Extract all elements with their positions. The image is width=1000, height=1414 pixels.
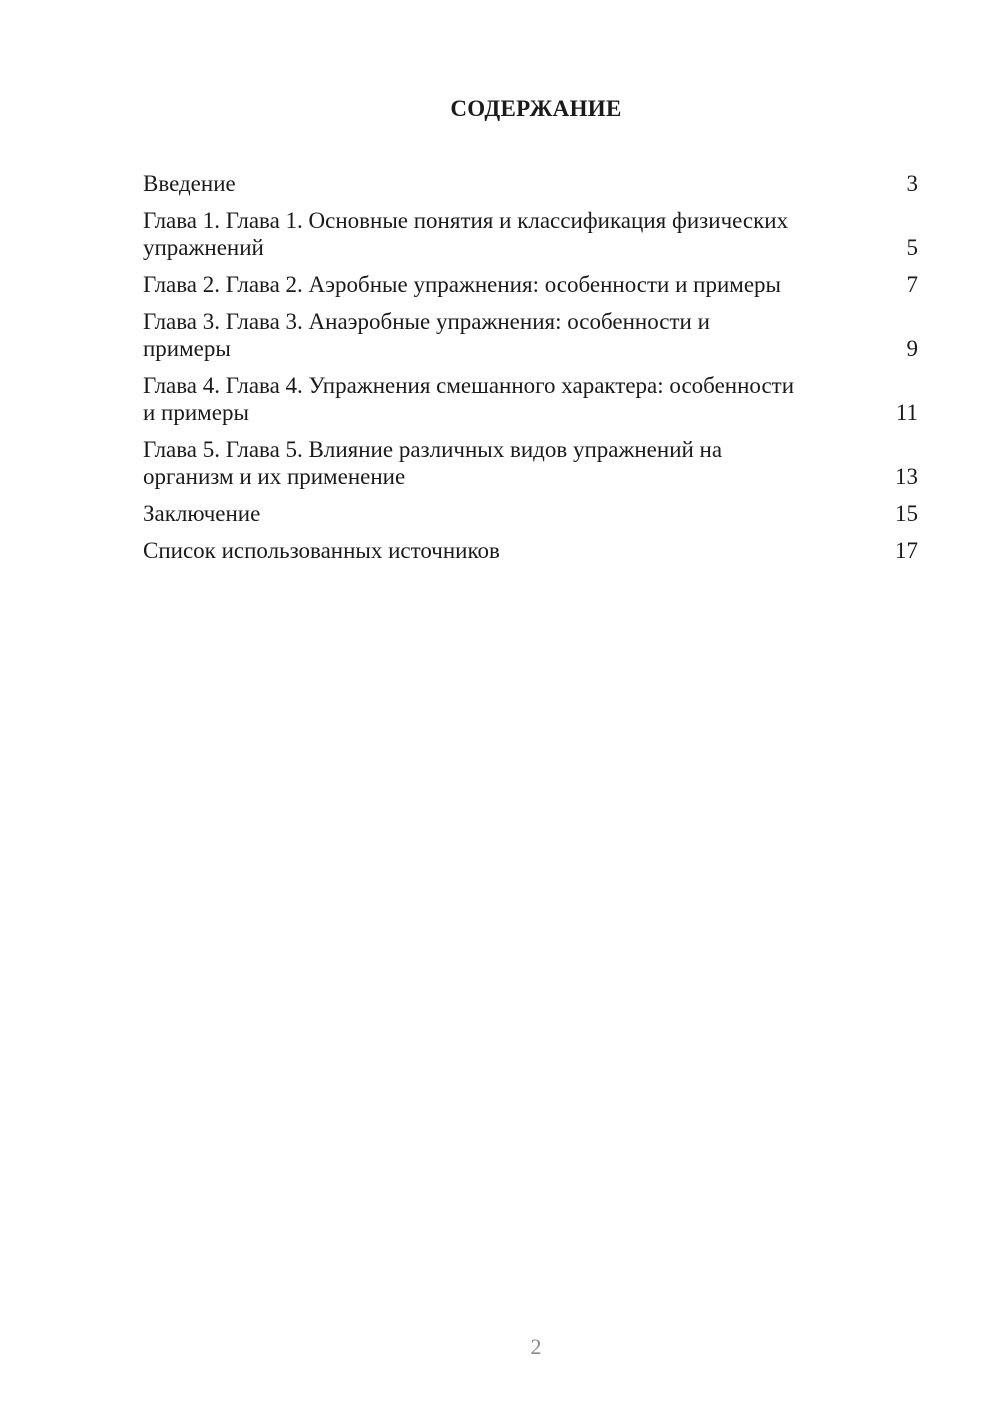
toc-entry-page: 17 xyxy=(895,538,918,563)
toc-entry-page: 9 xyxy=(906,336,918,361)
toc-title: СОДЕРЖАНИЕ xyxy=(450,96,622,121)
toc-entry-page: 3 xyxy=(906,171,918,196)
toc-entry-text: Заключение xyxy=(143,501,261,526)
toc-entry-text: Глава 2. Глава 2. Аэробные упражнения: особенности и примеры xyxy=(143,272,781,297)
toc-entry-page: 15 xyxy=(895,501,918,526)
toc-entry xyxy=(143,170,918,197)
toc-entry-page: 7 xyxy=(906,272,918,297)
toc-entry xyxy=(143,537,918,564)
toc-entry xyxy=(143,207,918,261)
toc-entry xyxy=(143,308,918,362)
toc-entry-page: 5 xyxy=(906,235,918,260)
toc-entry xyxy=(143,372,918,426)
page-number: 2 xyxy=(530,1334,542,1359)
toc-entry xyxy=(143,271,918,298)
toc-entry-text: Глава 4. Глава 4. Упражнения смешанного характера: особенности и примеры xyxy=(143,373,795,425)
toc-entry-text: Список использованных источников xyxy=(143,538,500,563)
toc-entry-page: 13 xyxy=(895,464,918,489)
toc-entry-text: Введение xyxy=(143,171,236,196)
toc-list xyxy=(143,170,918,574)
toc-entry xyxy=(143,500,918,527)
toc-entry-text: Глава 3. Глава 3. Анаэробные упражнения: особенности и примеры xyxy=(143,309,710,361)
toc-entry-text: Глава 5. Глава 5. Влияние различных видов упражнений на организм и их применение xyxy=(143,437,723,489)
toc-entry xyxy=(143,436,918,490)
toc-entry-text: Глава 1. Глава 1. Основные понятия и классификация физических упражнений xyxy=(143,208,789,260)
toc-entry-page: 11 xyxy=(895,400,918,425)
